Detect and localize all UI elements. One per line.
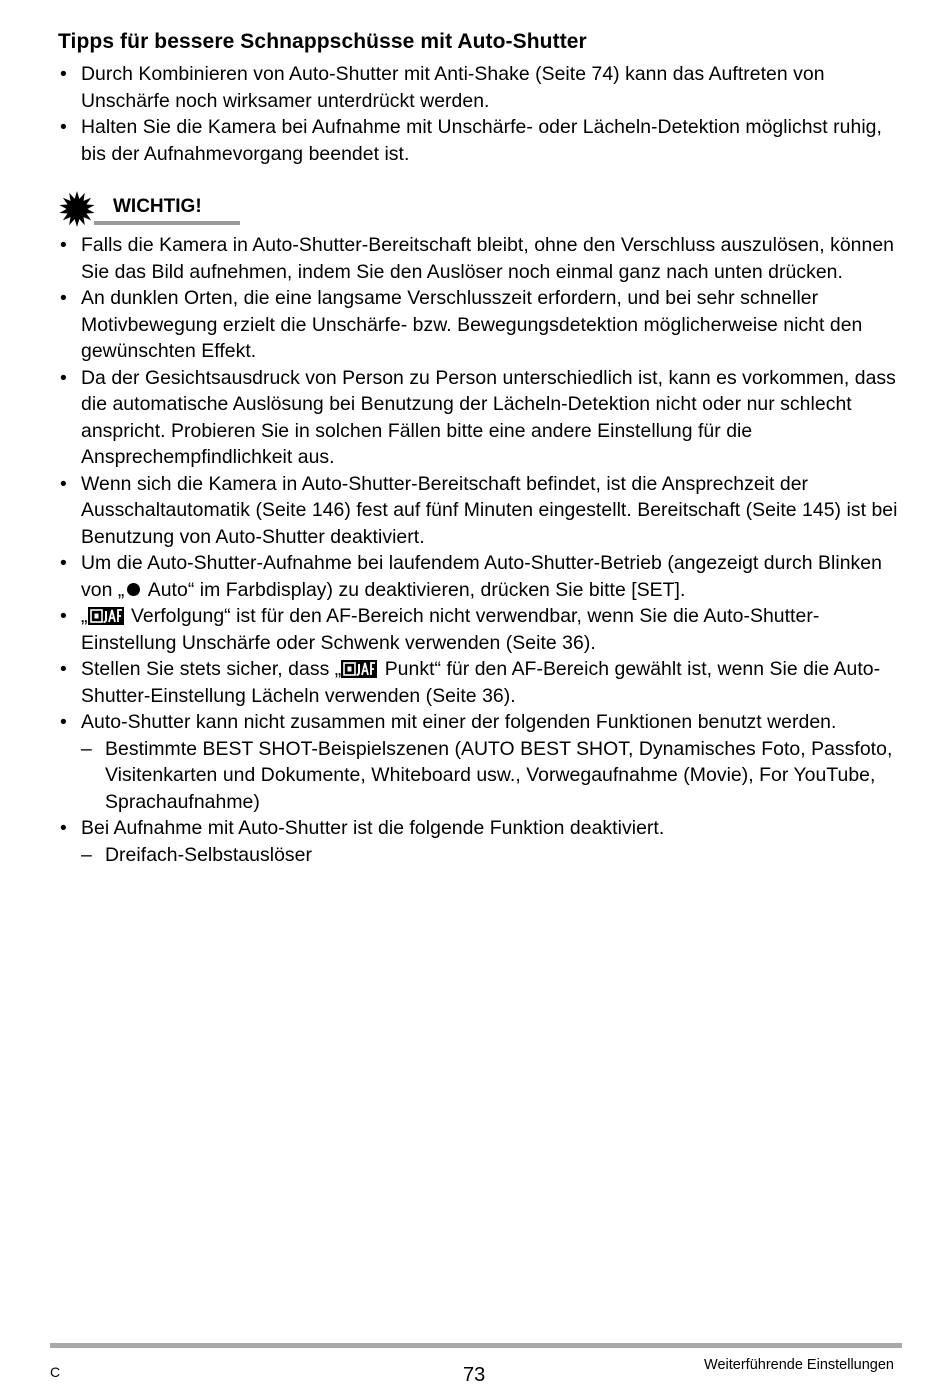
list-item: • An dunklen Orten, die eine langsame Verschlusszeit erfordern, und bei sehr schneller Motivbewegung erzielt die Unschärfe- bzw. Bewegungsdetektion möglicherweise nicht den gewünschten Effekt.: [60, 287, 863, 362]
record-dot-icon: [127, 583, 140, 596]
list-item: • Bei Aufnahme mit Auto-Shutter ist die folgende Funktion deaktiviert. – Dreifach-Selbstauslöser: [58, 815, 898, 868]
list-item: • Stellen Sie stets sicher, dass „ Punkt“ für den AF-Bereich gewählt ist, wenn Sie die Auto-Shutter-Einstellung Lächeln verwenden (Seite 36).: [60, 658, 881, 707]
sub-list: [81, 842, 898, 869]
important-label: WICHTIG!: [113, 196, 202, 217]
af-tracking-icon: [88, 607, 124, 625]
list-item: • Um die Auto-Shutter-Aufnahme bei laufendem Auto-Shutter-Betrieb (angezeigt durch Blinken von „ Auto“ im Farbdisplay) zu deaktivieren, drücken Sie bitte [SET].: [60, 552, 882, 601]
sub-list: [81, 736, 898, 816]
list-item: • Falls die Kamera in Auto-Shutter-Bereitschaft bleibt, ohne den Verschluss auszulösen, können Sie das Bild aufnehmen, indem Sie den Auslöser noch einmal ganz nach unten drücken.: [60, 234, 895, 283]
important-heading: [58, 190, 240, 226]
list-item: • Halten Sie die Kamera bei Aufnahme mit Unschärfe- oder Lächeln-Detektion möglichst ruhig, bis der Aufnahmevorgang beendet ist.: [60, 116, 882, 165]
page-number: 73: [463, 1364, 486, 1386]
footer-rule: [50, 1343, 902, 1348]
section-heading: Tipps für bessere Schnappschüsse mit Auto-Shutter: [58, 30, 587, 53]
important-list: [58, 232, 898, 868]
sub-list-item: – Dreifach-Selbstauslöser: [81, 843, 312, 866]
tips-list: [58, 61, 898, 167]
starburst-icon: [58, 190, 96, 228]
important-underline: [94, 221, 240, 225]
list-item: • Wenn sich die Kamera in Auto-Shutter-Bereitschaft befindet, ist die Ansprechzeit der Ausschaltautomatik (Seite 146) fest auf fünf Minuten eingestellt. Bereitschaft (Seite 145) ist bei Benutzung von Auto-Shutter deaktiviert.: [60, 472, 898, 548]
footer-model-letter: C: [50, 1364, 61, 1380]
sub-list-item: – Bestimmte BEST SHOT-Beispielszenen (AUTO BEST SHOT, Dynamisches Foto, Passfoto, Visitenkarten und Dokumente, Whiteboard usw., Vorwegaufnahme (Movie), For YouTube, Sprachaufnahme): [81, 737, 893, 813]
list-item: • Da der Gesichtsausdruck von Person zu Person unterschiedlich ist, kann es vorkommen, dass die automatische Auslösung bei Benutzung der Lächeln-Detektion nicht oder nur schlecht anspricht. Probieren Sie in solchen Fällen bitte eine andere Einstellung für die Ansprechempfindlichkeit aus.: [60, 366, 896, 468]
footer-chapter: Weiterführende Einstellungen: [704, 1357, 894, 1373]
list-item: • Durch Kombinieren von Auto-Shutter mit Anti-Shake (Seite 74) kann das Auftreten von Unschärfe noch wirksamer unterdrückt werden.: [60, 63, 825, 112]
af-tracking-icon: [341, 660, 377, 678]
list-item: • Auto-Shutter kann nicht zusammen mit einer der folgenden Funktionen benutzt werden. – Bestimmte BEST SHOT-Beispielszenen (AUTO BEST SHOT, Dynamisches Foto, Passfoto, Visitenkarten und Dokumente, Whiteboard usw., Vorwegaufnahme (Movie), For YouTube, Sprachaufnahme): [58, 709, 898, 815]
list-item: • „ Verfolgung“ ist für den AF-Bereich nicht verwendbar, wenn Sie die Auto-Shutter-Einstellung Unschärfe oder Schwenk verwenden (Seite 36).: [60, 605, 820, 654]
